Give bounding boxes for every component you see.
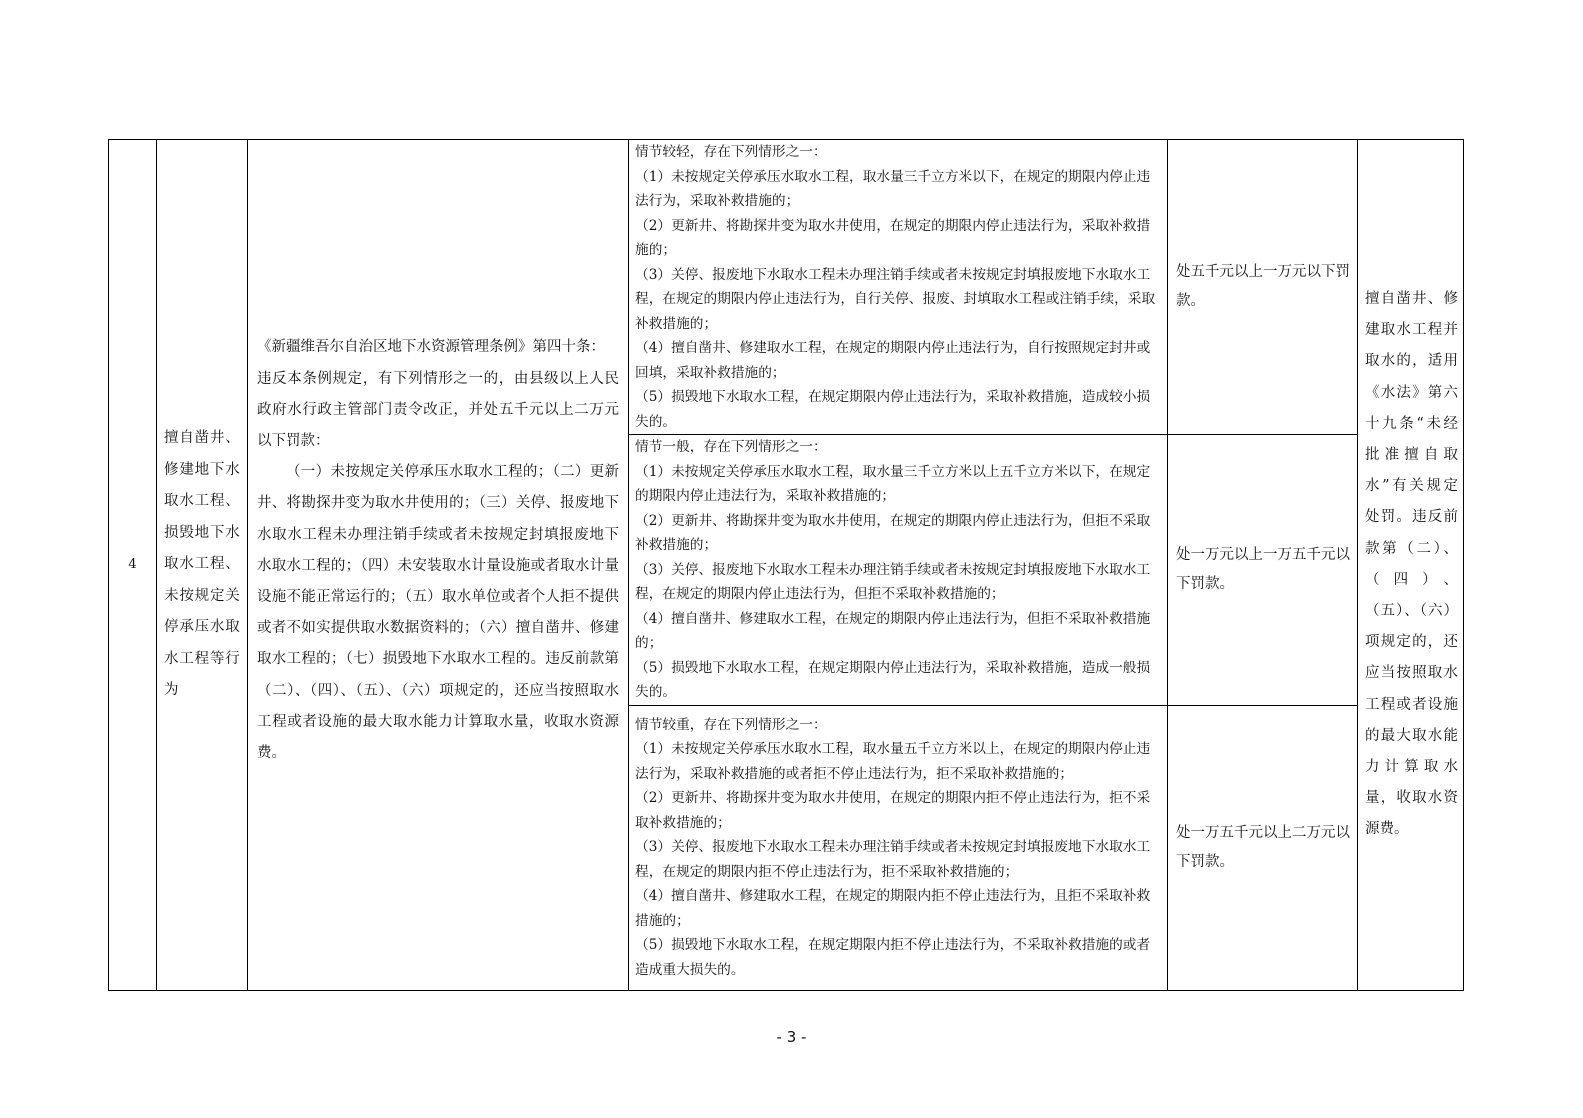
- violation-text: 擅自凿井、修建地下水取水工程、损毁地下水取水工程、未按规定关停承压水取水工程等行为: [164, 430, 240, 698]
- penalty-cell-serious: [1168, 705, 1358, 990]
- tier-heading: 情节较重，存在下列情形之一：: [635, 716, 827, 733]
- tier-item: （3）关停、报废地下水取水工程未办理注销手续或者未按规定封填报废地下水取水工程，在规定的期限内停止违法行为，但拒不采取补救措施的；: [635, 561, 1151, 602]
- tier-item: （3）关停、报废地下水取水工程未办理注销手续或者未按规定封填报废地下水取水工程，在规定的期限内停止违法行为，自行关停、报废、封填取水工程或注销手续，采取补救措施的；: [635, 266, 1156, 332]
- tier-item: （2）更新井、将勘探井变为取水井使用，在规定的期限内拒不停止违法行为，拒不采取补救措施的；: [635, 790, 1151, 831]
- tier-heading: 情节一般，存在下列情形之一：: [635, 439, 827, 455]
- tier-heading: 情节较轻，存在下列情形之一：: [635, 144, 827, 160]
- note-text: 擅自凿井、修建取水工程并取水的，适用《水法》第六十九条“未经批准擅自取水”有关规定处罚。违反前款第（二）、（四）、（五）、（六）项规定的，还应当按照取水工程或者设施的最大取水能力计算取水量，收取水资源费。: [1365, 290, 1458, 838]
- penalty-cell-general: [1168, 435, 1358, 706]
- row-number: 4: [109, 140, 157, 991]
- tier-item: （5）损毁地下水取水工程，在规定期限内停止违法行为，采取补救措施，造成较小损失的。: [635, 389, 1151, 430]
- tier-item: （4）擅自凿井、修建取水工程，在规定的期限内停止违法行为，但拒不采取补救措施的；: [635, 610, 1151, 651]
- circumstance-cell-light: [629, 140, 1168, 435]
- law-text: 违反本条例规定，有下列情形之一的，由县级以上人民政府水行政主管部门责令改正，并处五千元以上二万元以下罚款：: [257, 370, 619, 449]
- penalty-text: 处五千元以上一万元以下罚款。: [1176, 264, 1350, 309]
- tier-item: （2）更新井、将勘探井变为取水井使用，在规定的期限内停止违法行为，但拒不采取补救措施的；: [635, 512, 1151, 553]
- penalty-table: [108, 139, 1464, 991]
- tier-item: （1）未按规定关停承压水取水工程，取水量三千立方米以上五千立方米以下，在规定的期限内停止违法行为，采取补救措施的；: [635, 463, 1151, 504]
- penalty-cell-light: [1168, 140, 1358, 435]
- tier-item: （4）擅自凿井、修建取水工程，在规定的期限内拒不停止违法行为，且拒不采取补救措施的；: [635, 888, 1151, 929]
- page-number: - 3 -: [776, 1028, 807, 1046]
- legal-basis-cell: [248, 140, 629, 991]
- law-items: （一）未按规定关停承压水取水工程的；（二）更新井、将勘探井变为取水井使用的；（三）关停、报废地下水取水工程未办理注销手续或者未按规定封填报废地下水取水工程的；（四）未安装取水计量设施或者取水计量设施不能正常运行的；（五）取水单位或者个人拒不提供或者不如实提供取水数据资料的；（六）擅自凿井、修建取水工程的；（七）损毁地下水取水工程的。违反前款第（二）、（四）、（五）、（六）项规定的，还应当按照取水工程或者设施的最大取水能力计算取水量，收取水资源费。: [257, 464, 619, 761]
- table-row: [109, 140, 1464, 435]
- tier-item: （4）擅自凿井、修建取水工程，在规定的期限内停止违法行为，自行按照规定封井或回填，采取补救措施的；: [635, 340, 1151, 381]
- circumstance-cell-general: [629, 435, 1168, 706]
- tier-item: （1）未按规定关停承压水取水工程，取水量三千立方米以下，在规定的期限内停止违法行为，采取补救措施的；: [635, 168, 1151, 209]
- law-title: 《新疆维吾尔自治区地下水资源管理条例》第四十条：: [257, 339, 605, 356]
- circumstance-cell-serious: [629, 705, 1168, 990]
- penalty-text: 处一万元以上一万五千元以下罚款。: [1176, 546, 1350, 592]
- tier-item: （3）关停、报废地下水取水工程未办理注销手续或者未按规定封填报废地下水取水工程，在规定的期限内拒不停止违法行为，拒不采取补救措施的；: [635, 839, 1151, 880]
- penalty-text: 处一万五千元以上二万元以下罚款。: [1176, 824, 1350, 870]
- tier-item: （5）损毁地下水取水工程，在规定期限内拒不停止违法行为，不采取补救措施的或者造成重大损失的。: [635, 937, 1151, 978]
- tier-item: （2）更新井、将勘探井变为取水井使用，在规定的期限内停止违法行为，采取补救措施的；: [635, 217, 1151, 258]
- tier-item: （5）损毁地下水取水工程，在规定期限内停止违法行为，采取补救措施，造成一般损失的。: [635, 659, 1151, 700]
- note-cell: [1358, 140, 1464, 991]
- tier-item: （1）未按规定关停承压水取水工程，取水量五千立方米以上，在规定的期限内停止违法行为，采取补救措施的或者拒不停止违法行为，拒不采取补救措施的；: [635, 741, 1151, 782]
- violation-cell: [157, 140, 248, 991]
